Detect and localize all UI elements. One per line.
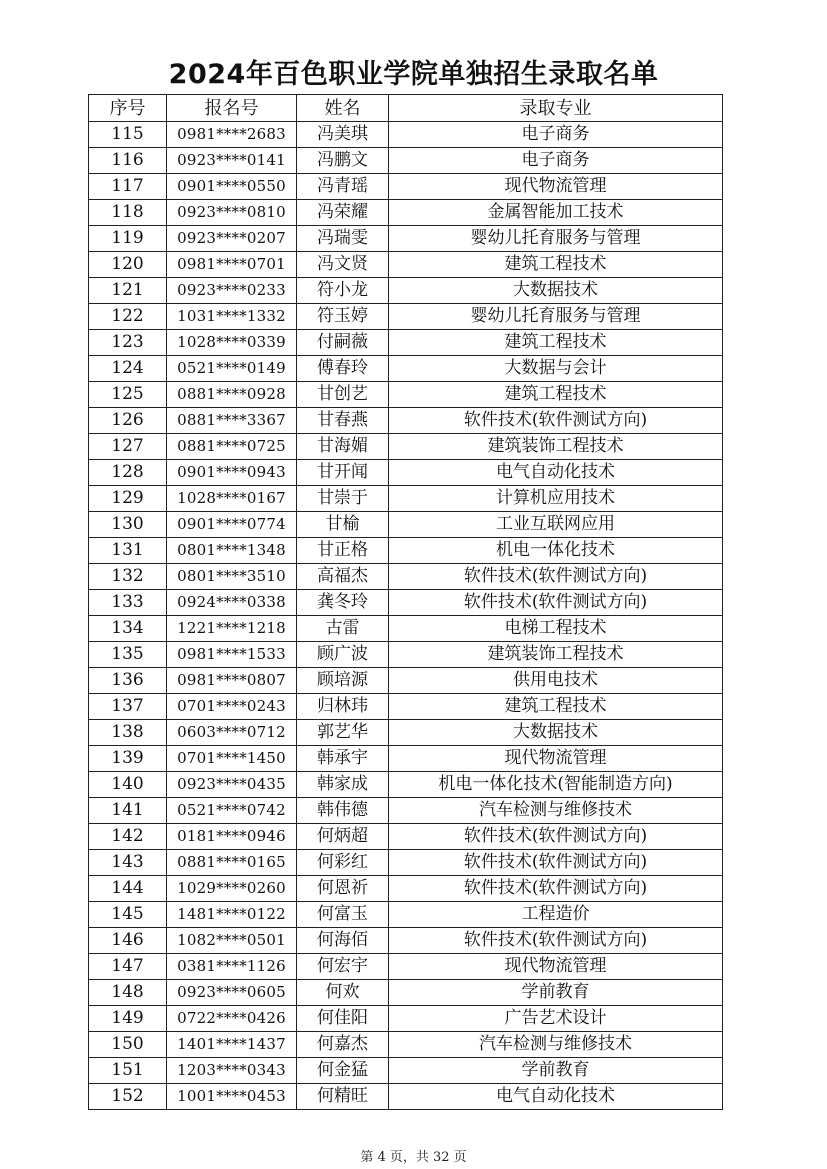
cell-name: 甘榆 (297, 512, 389, 538)
cell-reg-no: 0881****0928 (167, 382, 297, 408)
cell-reg-no: 0722****0426 (167, 1006, 297, 1032)
table-row (89, 538, 723, 564)
table-row (89, 486, 723, 512)
cell-name: 顾广波 (297, 642, 389, 668)
cell-major: 软件技术(软件测试方向) (389, 564, 723, 590)
cell-name: 顾培源 (297, 668, 389, 694)
table-row (89, 278, 723, 304)
cell-seq: 129 (89, 486, 167, 512)
cell-seq: 131 (89, 538, 167, 564)
table-row (89, 512, 723, 538)
cell-seq: 143 (89, 850, 167, 876)
cell-seq: 148 (89, 980, 167, 1006)
cell-reg-no: 0181****0946 (167, 824, 297, 850)
table-row (89, 980, 723, 1006)
cell-reg-no: 0981****2683 (167, 122, 297, 148)
cell-seq: 122 (89, 304, 167, 330)
table-row (89, 564, 723, 590)
table-row (89, 382, 723, 408)
cell-seq: 152 (89, 1084, 167, 1110)
cell-reg-no: 0923****0207 (167, 226, 297, 252)
cell-major: 机电一体化技术 (389, 538, 723, 564)
cell-name: 韩承宇 (297, 746, 389, 772)
cell-seq: 134 (89, 616, 167, 642)
cell-seq: 127 (89, 434, 167, 460)
cell-major: 计算机应用技术 (389, 486, 723, 512)
table-row (89, 746, 723, 772)
cell-major: 软件技术(软件测试方向) (389, 824, 723, 850)
table-row (89, 928, 723, 954)
cell-seq: 124 (89, 356, 167, 382)
cell-name: 甘海媚 (297, 434, 389, 460)
table-row (89, 876, 723, 902)
cell-major: 机电一体化技术(智能制造方向) (389, 772, 723, 798)
cell-reg-no: 0923****0810 (167, 200, 297, 226)
header-major: 录取专业 (389, 95, 723, 122)
cell-reg-no: 0521****0149 (167, 356, 297, 382)
cell-name: 符小龙 (297, 278, 389, 304)
cell-seq: 147 (89, 954, 167, 980)
cell-name: 何金猛 (297, 1058, 389, 1084)
cell-reg-no: 0801****1348 (167, 538, 297, 564)
cell-major: 电子商务 (389, 148, 723, 174)
cell-name: 冯鹏文 (297, 148, 389, 174)
cell-major: 建筑工程技术 (389, 382, 723, 408)
cell-major: 建筑工程技术 (389, 694, 723, 720)
table-row (89, 252, 723, 278)
page-title: 2024年百色职业学院单独招生录取名单 (168, 59, 659, 90)
page-number: 第 4 页，共 32 页 (360, 1150, 467, 1165)
cell-major: 现代物流管理 (389, 746, 723, 772)
cell-reg-no: 0381****1126 (167, 954, 297, 980)
cell-name: 高福杰 (297, 564, 389, 590)
cell-major: 软件技术(软件测试方向) (389, 876, 723, 902)
cell-seq: 133 (89, 590, 167, 616)
cell-name: 甘正格 (297, 538, 389, 564)
table-row (89, 148, 723, 174)
table-row (89, 356, 723, 382)
cell-seq: 135 (89, 642, 167, 668)
cell-seq: 138 (89, 720, 167, 746)
cell-reg-no: 0901****0774 (167, 512, 297, 538)
cell-reg-no: 0603****0712 (167, 720, 297, 746)
cell-seq: 149 (89, 1006, 167, 1032)
cell-major: 供用电技术 (389, 668, 723, 694)
cell-name: 甘创艺 (297, 382, 389, 408)
cell-seq: 119 (89, 226, 167, 252)
cell-reg-no: 0901****0943 (167, 460, 297, 486)
header-name: 姓名 (297, 95, 389, 122)
table-row (89, 616, 723, 642)
cell-name: 甘春燕 (297, 408, 389, 434)
cell-major: 软件技术(软件测试方向) (389, 928, 723, 954)
cell-seq: 144 (89, 876, 167, 902)
cell-seq: 130 (89, 512, 167, 538)
cell-reg-no: 1221****1218 (167, 616, 297, 642)
cell-name: 何富玉 (297, 902, 389, 928)
cell-reg-no: 0521****0742 (167, 798, 297, 824)
cell-name: 冯文贤 (297, 252, 389, 278)
cell-seq: 136 (89, 668, 167, 694)
header-seq: 序号 (89, 95, 167, 122)
table-row (89, 408, 723, 434)
table-row (89, 720, 723, 746)
cell-major: 电梯工程技术 (389, 616, 723, 642)
cell-reg-no: 1203****0343 (167, 1058, 297, 1084)
table-row (89, 954, 723, 980)
cell-seq: 118 (89, 200, 167, 226)
cell-reg-no: 0923****0141 (167, 148, 297, 174)
admission-table-container (88, 94, 722, 1110)
cell-name: 符玉婷 (297, 304, 389, 330)
cell-major: 工业互联网应用 (389, 512, 723, 538)
cell-major: 学前教育 (389, 980, 723, 1006)
cell-reg-no: 1031****1332 (167, 304, 297, 330)
table-row (89, 1006, 723, 1032)
cell-major: 现代物流管理 (389, 174, 723, 200)
cell-major: 学前教育 (389, 1058, 723, 1084)
cell-name: 冯青瑶 (297, 174, 389, 200)
admission-table (88, 94, 723, 1110)
cell-reg-no: 0981****0807 (167, 668, 297, 694)
table-row (89, 1032, 723, 1058)
cell-seq: 141 (89, 798, 167, 824)
cell-major: 电子商务 (389, 122, 723, 148)
cell-name: 甘崇于 (297, 486, 389, 512)
cell-seq: 145 (89, 902, 167, 928)
table-row (89, 304, 723, 330)
table-row (89, 122, 723, 148)
cell-major: 汽车检测与维修技术 (389, 798, 723, 824)
header-reg-no: 报名号 (167, 95, 297, 122)
cell-major: 电气自动化技术 (389, 1084, 723, 1110)
cell-name: 何宏宇 (297, 954, 389, 980)
cell-reg-no: 0981****1533 (167, 642, 297, 668)
cell-reg-no: 0701****1450 (167, 746, 297, 772)
cell-reg-no: 0801****3510 (167, 564, 297, 590)
cell-seq: 146 (89, 928, 167, 954)
cell-major: 电气自动化技术 (389, 460, 723, 486)
table-row (89, 226, 723, 252)
cell-name: 韩伟德 (297, 798, 389, 824)
cell-major: 婴幼儿托育服务与管理 (389, 226, 723, 252)
table-row (89, 434, 723, 460)
table-row (89, 1058, 723, 1084)
cell-seq: 150 (89, 1032, 167, 1058)
cell-name: 冯美琪 (297, 122, 389, 148)
cell-name: 付嗣薇 (297, 330, 389, 356)
cell-name: 韩家成 (297, 772, 389, 798)
cell-name: 何佳阳 (297, 1006, 389, 1032)
cell-seq: 115 (89, 122, 167, 148)
table-row (89, 460, 723, 486)
cell-seq: 128 (89, 460, 167, 486)
cell-major: 大数据技术 (389, 278, 723, 304)
cell-name: 何欢 (297, 980, 389, 1006)
cell-major: 大数据与会计 (389, 356, 723, 382)
cell-reg-no: 0901****0550 (167, 174, 297, 200)
cell-seq: 140 (89, 772, 167, 798)
cell-seq: 121 (89, 278, 167, 304)
cell-reg-no: 0701****0243 (167, 694, 297, 720)
cell-name: 古雷 (297, 616, 389, 642)
cell-major: 软件技术(软件测试方向) (389, 408, 723, 434)
cell-seq: 137 (89, 694, 167, 720)
cell-seq: 117 (89, 174, 167, 200)
cell-major: 建筑装饰工程技术 (389, 642, 723, 668)
cell-reg-no: 1028****0339 (167, 330, 297, 356)
cell-name: 何精旺 (297, 1084, 389, 1110)
table-row (89, 772, 723, 798)
cell-name: 何嘉杰 (297, 1032, 389, 1058)
cell-major: 软件技术(软件测试方向) (389, 850, 723, 876)
table-row (89, 200, 723, 226)
cell-major: 广告艺术设计 (389, 1006, 723, 1032)
cell-seq: 126 (89, 408, 167, 434)
table-row (89, 824, 723, 850)
cell-reg-no: 0881****0725 (167, 434, 297, 460)
cell-reg-no: 0981****0701 (167, 252, 297, 278)
cell-major: 现代物流管理 (389, 954, 723, 980)
cell-name: 冯荣耀 (297, 200, 389, 226)
cell-seq: 123 (89, 330, 167, 356)
table-header-row (89, 95, 723, 122)
cell-reg-no: 1029****0260 (167, 876, 297, 902)
cell-seq: 120 (89, 252, 167, 278)
table-row (89, 174, 723, 200)
table-row (89, 1084, 723, 1110)
cell-reg-no: 0923****0233 (167, 278, 297, 304)
table-row (89, 330, 723, 356)
table-row (89, 590, 723, 616)
table-row (89, 902, 723, 928)
cell-reg-no: 1401****1437 (167, 1032, 297, 1058)
cell-seq: 132 (89, 564, 167, 590)
cell-major: 婴幼儿托育服务与管理 (389, 304, 723, 330)
cell-name: 何海佰 (297, 928, 389, 954)
cell-reg-no: 1001****0453 (167, 1084, 297, 1110)
table-row (89, 668, 723, 694)
cell-major: 建筑工程技术 (389, 330, 723, 356)
cell-major: 建筑工程技术 (389, 252, 723, 278)
cell-seq: 151 (89, 1058, 167, 1084)
cell-name: 冯瑞雯 (297, 226, 389, 252)
cell-reg-no: 1028****0167 (167, 486, 297, 512)
cell-reg-no: 0924****0338 (167, 590, 297, 616)
table-row (89, 798, 723, 824)
cell-name: 甘开闻 (297, 460, 389, 486)
cell-name: 傅春玲 (297, 356, 389, 382)
cell-reg-no: 0923****0605 (167, 980, 297, 1006)
cell-reg-no: 0881****0165 (167, 850, 297, 876)
table-row (89, 642, 723, 668)
table-row (89, 694, 723, 720)
cell-name: 郭艺华 (297, 720, 389, 746)
cell-reg-no: 1082****0501 (167, 928, 297, 954)
cell-seq: 142 (89, 824, 167, 850)
cell-seq: 139 (89, 746, 167, 772)
cell-major: 金属智能加工技术 (389, 200, 723, 226)
cell-reg-no: 0923****0435 (167, 772, 297, 798)
cell-name: 何炳超 (297, 824, 389, 850)
cell-major: 软件技术(软件测试方向) (389, 590, 723, 616)
cell-name: 龚冬玲 (297, 590, 389, 616)
cell-seq: 125 (89, 382, 167, 408)
cell-seq: 116 (89, 148, 167, 174)
cell-major: 汽车检测与维修技术 (389, 1032, 723, 1058)
cell-name: 何恩祈 (297, 876, 389, 902)
cell-name: 何彩红 (297, 850, 389, 876)
table-body (89, 122, 723, 1110)
table-row (89, 850, 723, 876)
cell-major: 建筑装饰工程技术 (389, 434, 723, 460)
cell-reg-no: 1481****0122 (167, 902, 297, 928)
cell-name: 归林玮 (297, 694, 389, 720)
cell-major: 工程造价 (389, 902, 723, 928)
cell-reg-no: 0881****3367 (167, 408, 297, 434)
cell-major: 大数据技术 (389, 720, 723, 746)
